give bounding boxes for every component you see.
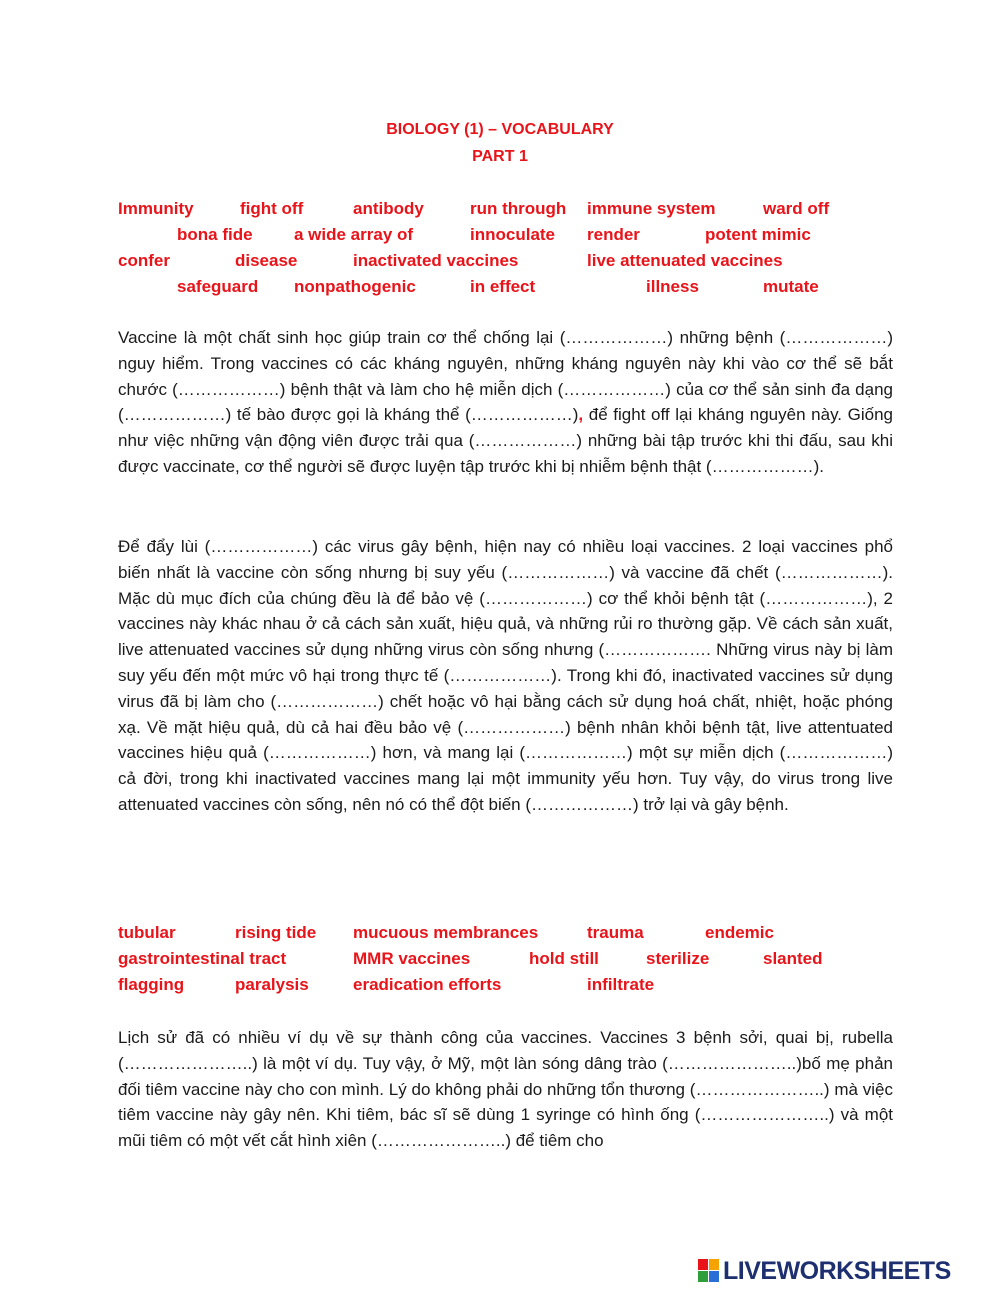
vocab-word: inactivated vaccines xyxy=(353,251,519,270)
vocab-word: safeguard xyxy=(177,277,259,296)
vocab-word: sterilize xyxy=(646,949,710,968)
liveworksheets-logo-text: LIVEWORKSHEETS xyxy=(723,1256,951,1285)
vocab-word: run through xyxy=(470,199,567,218)
liveworksheets-logo xyxy=(698,1256,951,1286)
vocab-word: immune system xyxy=(587,199,716,218)
liveworksheets-logo-icon xyxy=(698,1259,720,1283)
vocab-word: eradication efforts xyxy=(353,975,502,994)
page-title-line-1: BIOLOGY (1) – VOCABULARY xyxy=(386,121,614,138)
vocab-word: gastrointestinal tract xyxy=(118,949,287,968)
vocab-word: infiltrate xyxy=(587,975,655,994)
vocab-word: trauma xyxy=(587,923,644,942)
vocab-word: ward off xyxy=(763,199,830,218)
vocab-word: render xyxy=(587,225,640,244)
paragraph-1-red-comma: , xyxy=(578,405,584,425)
paragraph-3: Lịch sử đã có nhiều ví dụ về sự thành công của vaccines. Vaccines 3 bệnh sởi, quai bị, rubella (…………………..) là một ví dụ. Tuy vậy, ở Mỹ, một làn sóng dâng trào (…………………..)bố mẹ phản đối tiêm vaccine này cho con mình. Lý do không phải do những tổn thương (…………………..) mà việc tiêm vaccine này gây nên. Khi tiêm, bác sĩ sẽ dùng 1 syringe có hình ống (…………………..) và một mũi tiêm có một vết cắt hình xiên (…………………..) để tiêm cho xyxy=(118,1028,893,1151)
vocab-word: innoculate xyxy=(470,225,556,244)
vocab-word: potent mimic xyxy=(705,225,811,244)
vocab-word: mutate xyxy=(763,277,819,296)
vocab-word: a wide array of xyxy=(294,225,414,244)
paragraph-1 xyxy=(118,325,893,480)
vocab-word: paralysis xyxy=(235,975,309,994)
vocab-word: MMR vaccines xyxy=(353,949,471,968)
vocab-word: slanted xyxy=(763,949,823,968)
vocab-word: illness xyxy=(646,277,699,296)
vocab-word: mucuous membrances xyxy=(353,923,539,942)
vocab-word: rising tide xyxy=(235,923,317,942)
vocab-word: nonpathogenic xyxy=(294,277,416,296)
vocab-word: bona fide xyxy=(177,225,253,244)
vocab-word: disease xyxy=(235,251,298,270)
page-title-line-2: PART 1 xyxy=(472,148,528,165)
vocab-word: in effect xyxy=(470,277,536,296)
vocab-word: Immunity xyxy=(118,199,194,218)
vocab-word: endemic xyxy=(705,923,774,942)
vocab-word: confer xyxy=(118,251,170,270)
vocab-word: fight off xyxy=(240,199,304,218)
vocab-word: tubular xyxy=(118,923,176,942)
paragraph-1-main: Vaccine là một chất sinh học giúp train cơ thể chống lại (………………) những bệnh (………………) nguy hiểm. Trong vaccines có các kháng nguyên, những kháng nguyên này khi vào cơ thể sẽ bắt chước (………………) bệnh thật và làm cho hệ miễn dịch (………………) của cơ thể sản sinh đa dạng (………………) tế bào được gọi là kháng thể (………………) xyxy=(118,328,893,425)
paragraph-2: Để đẩy lùi (………………) các virus gây bệnh, hiện nay có nhiều loại vaccines. 2 loại vaccines phổ biến nhất là vaccine còn sống nhưng bị suy yếu (………………) và vaccine đã chết (………………). Mặc dù mục đích của chúng đều là để bảo vệ (………………) cơ thể khỏi bệnh tật (………………), 2 vaccines này khác nhau ở cả cách sản xuất, hiệu quả, và những rủi ro thường gặp. Về cách sản xuất, live attenuated vaccines sử dụng những virus còn sống nhưng (………………. Những virus này bị làm suy yếu đến một mức vô hại trong thực tế (………………). Trong khi đó, inactivated vaccines sử dụng virus đã bị làm cho (………………) chết hoặc vô hại bằng cách sử dụng hoá chất, nhiệt, hoặc phóng xạ. Về mặt hiệu quả, dù cả hai đều bảo vệ (………………) bệnh nhân khỏi bệnh tật, live attentuated vaccines hiệu quả (………………) hơn, và mang lại (………………) một sự miễn dịch (………………) cả đời, trong khi inactivated vaccines mang lại một immunity yếu hơn. Tuy vậy, do virus trong live attenuated vaccines còn sống, nên nó có thể đột biến (………………) trở lại và gây bệnh. xyxy=(118,537,893,814)
vocab-word: live attenuated vaccines xyxy=(587,251,783,270)
paragraph-1-rest: để fight off lại kháng nguyên này. Giống như việc những vận động viên được trải qua (………………) những bài tập trước khi thi đấu, sau khi được vaccinate, cơ thể người sẽ được luyện tập trước khi bị nhiễm bệnh thật (………………). xyxy=(118,405,893,476)
vocab-word: flagging xyxy=(118,975,185,994)
vocab-word: hold still xyxy=(529,949,599,968)
vocab-word: antibody xyxy=(353,199,424,218)
